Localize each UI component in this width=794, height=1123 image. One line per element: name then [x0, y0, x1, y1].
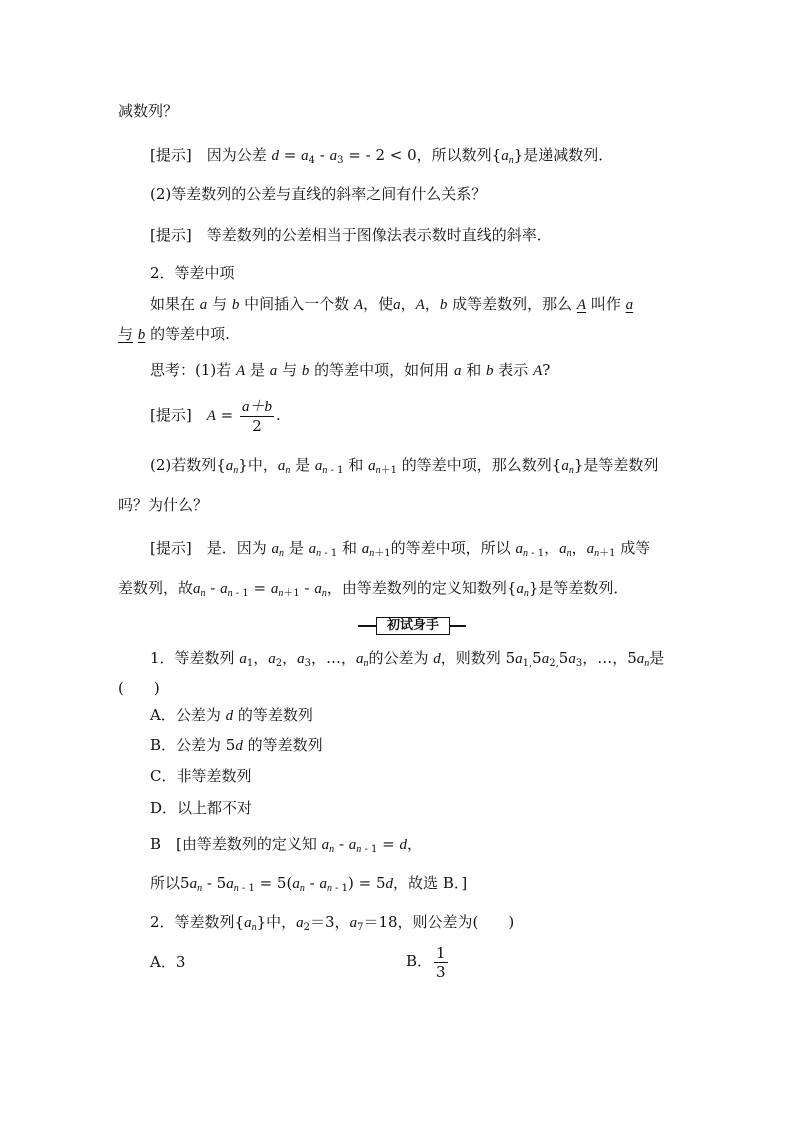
definition-line-2: 与 b 的等差中项. [118, 325, 230, 343]
exercise-2: 2．等差数列$\{a_n\}$中，$a_2=3$，$a_7=18$，则公差为( ) [150, 913, 515, 933]
exercise-2-option-b: B． $\frac{1}{3}$ [406, 943, 446, 981]
answer-1-cont: 所以$5a_n - 5a_{n - 1} = 5(a_n - a_{n - 1}) = 5d$，故选 B．] [150, 874, 468, 894]
definition-line-1: 如果在 a 与 b 中间插入一个数 A，使a，A，b 成等差数列，那么 A 叫作 a [150, 295, 634, 313]
answer-1: B [由等差数列的定义知 $a_n - a_{n - 1} = d$， [150, 835, 423, 855]
question-2: (2)等差数列的公差与直线的斜率之间有什么关系？ [150, 185, 487, 203]
hint-line-3: [提示] A = $\frac{a+b}{2}$ . [150, 398, 281, 435]
hint-line-1: [提示] 因为公差 $d = a_4 - a_3$ = - 2 < 0，所以数列$\{a_n\}$是递减数列． [150, 146, 614, 166]
option-d: D．以上都不对 [150, 799, 253, 817]
line-continuation: 减数列？ [118, 102, 179, 120]
section-banner [358, 617, 466, 635]
option-b: B．公差为 5d 的等差数列 [150, 736, 323, 754]
fraction: $\frac{a+b}{2}$ [242, 398, 273, 435]
hint-line-4: [提示] 是．因为 $a_n$ 是 $a_{n - 1}$ 和 $a_{n+1}$的等差中项，所以 $a_{n - 1}$，$a_n$，$a_{n+1}$ 成等 [150, 539, 651, 559]
think-question-2-cont: 吗？为什么？ [118, 496, 209, 514]
section-heading: 2．等差中项 [150, 264, 235, 282]
hint-line-2: [提示] 等差数列的公差相当于图像法表示数时直线的斜率． [150, 226, 552, 244]
option-a: A．公差为 d 的等差数列 [150, 706, 313, 724]
banner-title: 初试身手 [376, 617, 450, 635]
think-question-2: (2)若数列$\{a_n\}$中，$a_n$ 是 $a_{n - 1}$ 和 $a_{n+1}$ 的等差中项，那么数列$\{a_n\}$是等差数列 [150, 456, 659, 476]
fraction: $\frac{1}{3}$ [436, 943, 446, 981]
option-c: C．非等差数列 [150, 767, 252, 785]
exercise-1: 1．等差数列 $a_1$，$a_2$，$a_3$，…，$a_n$的公差为 d，则数列 $5a_{1,}5a_{2,}5a_3$，…，$5a_n$是 [150, 649, 665, 669]
hint-line-4-cont: 差数列，故$a_n - a_{n - 1} = a_{n+1} - a_n$，由等差数列的定义知数列$\{a_n\}$是等差数列． [118, 579, 629, 599]
banner-right-bar [448, 625, 466, 627]
exercise-1-blank: ( ) [118, 679, 160, 697]
exercise-2-option-a: A．3 [150, 953, 186, 971]
banner-left-bar [358, 625, 376, 627]
think-question-1: 思考：(1)若 A 是 a 与 b 的等差中项，如何用 a 和 b 表示 A? [150, 361, 551, 379]
